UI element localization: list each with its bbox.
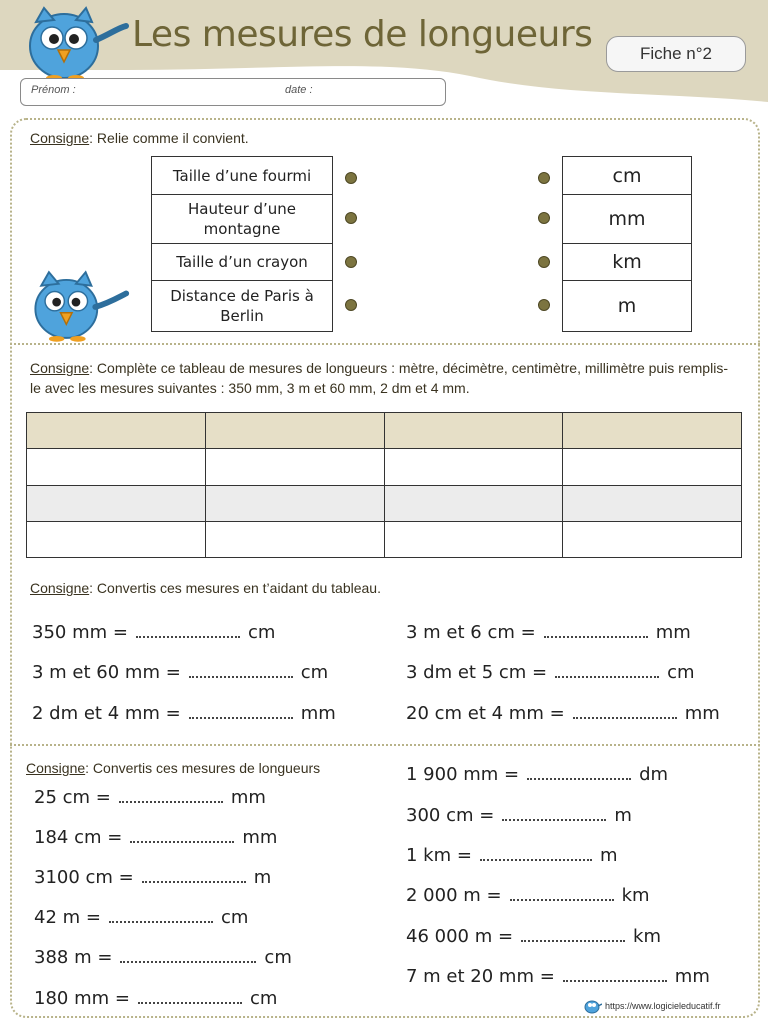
match-right-list <box>562 156 692 332</box>
match-dot-right[interactable] <box>538 212 550 224</box>
conversion-item: 20 cm et 4 mm = mm <box>406 703 720 724</box>
table-row <box>27 449 742 485</box>
table-row <box>27 485 742 521</box>
page-title: Les mesures de longueurs <box>132 14 593 55</box>
table-cell[interactable] <box>205 413 384 449</box>
conversion-item: 388 m = cm <box>34 947 292 968</box>
owl-mascot-icon <box>18 268 132 344</box>
conversion-item: 25 cm = mm <box>34 787 266 808</box>
table-cell[interactable] <box>205 521 384 557</box>
answer-blank[interactable] <box>544 624 648 638</box>
date-label: date : <box>285 84 313 96</box>
consigne-3: Consigne: Convertis ces mesures en t’aidant du tableau. <box>30 580 381 596</box>
conversion-item: 300 cm = m <box>406 805 632 826</box>
consigne-4: Consigne: Convertis ces mesures de longueurs <box>26 760 321 776</box>
answer-blank[interactable] <box>521 928 625 942</box>
answer-blank[interactable] <box>119 789 223 803</box>
answer-blank[interactable] <box>510 887 614 901</box>
match-right-item: m <box>617 295 637 317</box>
match-left-item: Taille d’un crayon <box>152 244 332 281</box>
name-date-field[interactable] <box>20 78 446 106</box>
conversion-item: 184 cm = mm <box>34 827 278 848</box>
answer-blank[interactable] <box>563 968 667 982</box>
table-cell[interactable] <box>27 413 206 449</box>
match-left-item: Distance de Paris à Berlin <box>170 287 314 325</box>
match-dot-left[interactable] <box>345 299 357 311</box>
answer-blank[interactable] <box>480 847 592 861</box>
answer-blank[interactable] <box>109 909 213 923</box>
conversion-item: 3 dm et 5 cm = cm <box>406 662 695 683</box>
match-right-item: cm <box>563 157 691 195</box>
answer-blank[interactable] <box>136 624 240 638</box>
conversion-item: 1 900 mm = dm <box>406 764 669 785</box>
table-cell[interactable] <box>27 485 206 521</box>
table-cell[interactable] <box>563 449 742 485</box>
consigne-1: Consigne: Relie comme il convient. <box>30 130 249 146</box>
match-left-item: Taille d’une fourmi <box>152 157 332 195</box>
answer-blank[interactable] <box>189 705 293 719</box>
match-dot-left[interactable] <box>345 172 357 184</box>
table-row <box>27 521 742 557</box>
answer-blank[interactable] <box>142 869 246 883</box>
conversion-item: 7 m et 20 mm = mm <box>406 966 710 987</box>
table-cell[interactable] <box>384 449 563 485</box>
match-right-item: mm <box>563 195 691 244</box>
match-dot-left[interactable] <box>345 212 357 224</box>
footer-url-link[interactable]: https://www.logicieleducatif.fr <box>605 1001 721 1011</box>
consigne-2: Consigne: Complète ce tableau de mesures de longueurs : mètre, décimètre, centimètre, millimètre puis remplis-le avec les mesures suivantes : 350 mm, 3 m et 60 mm, 2 dm et 4 mm. <box>30 360 728 396</box>
table-cell[interactable] <box>384 521 563 557</box>
footer <box>584 998 721 1014</box>
answer-blank[interactable] <box>120 949 256 963</box>
bird-logo-icon <box>584 998 602 1014</box>
table-cell[interactable] <box>205 449 384 485</box>
conversion-item: 2 000 m = km <box>406 885 650 906</box>
conversion-table <box>26 412 742 558</box>
conversion-item: 46 000 m = km <box>406 926 662 947</box>
conversion-item: 42 m = cm <box>34 907 249 928</box>
conversion-item: 2 dm et 4 mm = mm <box>32 703 336 724</box>
answer-blank[interactable] <box>189 664 293 678</box>
table-cell[interactable] <box>384 413 563 449</box>
table-header-row <box>27 413 742 449</box>
prenom-label: Prénom : <box>31 84 76 96</box>
table-cell[interactable] <box>563 485 742 521</box>
match-left-list <box>151 156 333 332</box>
match-dot-right[interactable] <box>538 299 550 311</box>
fiche-number-badge: Fiche n°2 <box>606 36 746 72</box>
answer-blank[interactable] <box>555 664 659 678</box>
table-cell[interactable] <box>563 521 742 557</box>
answer-blank[interactable] <box>527 766 631 780</box>
match-dot-right[interactable] <box>538 172 550 184</box>
match-dot-left[interactable] <box>345 256 357 268</box>
conversion-item: 180 mm = cm <box>34 988 278 1009</box>
owl-mascot-icon <box>14 4 132 82</box>
section-divider <box>10 744 760 746</box>
match-dot-right[interactable] <box>538 256 550 268</box>
match-right-item: km <box>563 244 691 281</box>
table-cell[interactable] <box>384 485 563 521</box>
conversion-item: 3 m et 60 mm = cm <box>32 662 329 683</box>
table-cell[interactable] <box>27 449 206 485</box>
table-cell[interactable] <box>27 521 206 557</box>
answer-blank[interactable] <box>130 829 234 843</box>
table-cell[interactable] <box>563 413 742 449</box>
answer-blank[interactable] <box>573 705 677 719</box>
conversion-item: 3 m et 6 cm = mm <box>406 622 691 643</box>
conversion-item: 350 mm = cm <box>32 622 276 643</box>
match-left-item: Hauteur d’une montagne <box>152 195 332 244</box>
answer-blank[interactable] <box>138 990 242 1004</box>
table-cell[interactable] <box>205 485 384 521</box>
conversion-item: 1 km = m <box>406 845 618 866</box>
conversion-item: 3100 cm = m <box>34 867 272 888</box>
answer-blank[interactable] <box>502 807 606 821</box>
